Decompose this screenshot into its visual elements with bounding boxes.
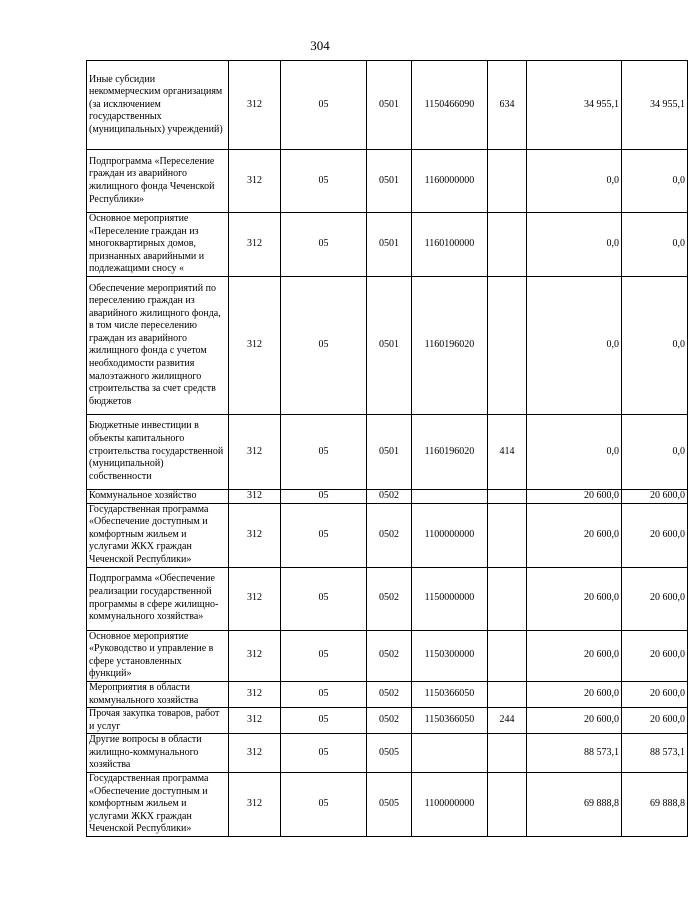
- table-row: [87, 61, 688, 150]
- subsection-code-cell: 0501: [367, 213, 412, 277]
- section-code-cell: 05: [281, 773, 367, 837]
- table-row: [87, 630, 688, 681]
- expense-type-cell: [488, 213, 527, 277]
- amount-cell: 20 600,0: [622, 503, 688, 567]
- row-name-cell: Обеспечение мероприятий по переселению граждан из аварийного жилищного фонда, в том числе переселению граждан из аварийного жилищного фонда с учетом необходимости развития малоэтажного жилищного строительства за счет средств бюджетов: [87, 276, 229, 414]
- table-row: [87, 213, 688, 277]
- amount-cell: 20 600,0: [527, 630, 622, 681]
- subsection-code-cell: 0501: [367, 150, 412, 213]
- subsection-code-cell: 0501: [367, 414, 412, 489]
- amount-cell: 0,0: [527, 213, 622, 277]
- amount-cell: 0,0: [622, 276, 688, 414]
- amount-cell: 20 600,0: [622, 489, 688, 503]
- amount-cell: 20 600,0: [527, 708, 622, 734]
- section-code-cell: 05: [281, 630, 367, 681]
- row-name-cell: Иные субсидии некоммерческим организациям (за исключением государственных (муниципальных) учреждений): [87, 61, 229, 150]
- section-code-cell: 05: [281, 150, 367, 213]
- target-article-cell: 1150300000: [412, 630, 488, 681]
- table-row: [87, 708, 688, 734]
- target-article-cell: 1150366050: [412, 681, 488, 707]
- row-name-cell: Основное мероприятие «Переселение граждан из многоквартирных домов, признанных аварийными и подлежащими сносу «: [87, 213, 229, 277]
- expense-type-cell: [488, 503, 527, 567]
- expense-type-cell: 414: [488, 414, 527, 489]
- ministry-code-cell: 312: [229, 61, 281, 150]
- target-article-cell: 1100000000: [412, 773, 488, 837]
- row-name-cell: Бюджетные инвестиции в объекты капитального строительства государственной (муниципальной) собственности: [87, 414, 229, 489]
- subsection-code-cell: 0502: [367, 630, 412, 681]
- ministry-code-cell: 312: [229, 503, 281, 567]
- expense-type-cell: [488, 681, 527, 707]
- target-article-cell: [412, 734, 488, 773]
- row-name-cell: Государственная программа «Обеспечение доступным и комфортным жильем и услугами ЖКХ граждан Чеченской Республики»: [87, 773, 229, 837]
- expense-type-cell: [488, 489, 527, 503]
- target-article-cell: 1150000000: [412, 567, 488, 630]
- section-code-cell: 05: [281, 681, 367, 707]
- table-row: [87, 414, 688, 489]
- amount-cell: 20 600,0: [527, 681, 622, 707]
- section-code-cell: 05: [281, 567, 367, 630]
- subsection-code-cell: 0502: [367, 567, 412, 630]
- section-code-cell: 05: [281, 61, 367, 150]
- table-row: [87, 150, 688, 213]
- amount-cell: 20 600,0: [622, 630, 688, 681]
- target-article-cell: 1160100000: [412, 213, 488, 277]
- amount-cell: 0,0: [527, 150, 622, 213]
- table-row: [87, 734, 688, 773]
- section-code-cell: 05: [281, 414, 367, 489]
- target-article-cell: 1160000000: [412, 150, 488, 213]
- ministry-code-cell: 312: [229, 150, 281, 213]
- table-row: [87, 773, 688, 837]
- ministry-code-cell: 312: [229, 734, 281, 773]
- amount-cell: 34 955,1: [622, 61, 688, 150]
- section-code-cell: 05: [281, 708, 367, 734]
- expense-type-cell: 634: [488, 61, 527, 150]
- row-name-cell: Коммунальное хозяйство: [87, 489, 229, 503]
- expense-type-cell: [488, 150, 527, 213]
- expense-type-cell: [488, 773, 527, 837]
- row-name-cell: Мероприятия в области коммунального хозяйства: [87, 681, 229, 707]
- section-code-cell: 05: [281, 734, 367, 773]
- row-name-cell: Подпрограмма «Переселение граждан из аварийного жилищного фонда Чеченской Республики»: [87, 150, 229, 213]
- amount-cell: 20 600,0: [622, 708, 688, 734]
- target-article-cell: [412, 489, 488, 503]
- ministry-code-cell: 312: [229, 630, 281, 681]
- amount-cell: 20 600,0: [622, 681, 688, 707]
- amount-cell: 88 573,1: [527, 734, 622, 773]
- subsection-code-cell: 0501: [367, 276, 412, 414]
- ministry-code-cell: 312: [229, 567, 281, 630]
- target-article-cell: 1150366050: [412, 708, 488, 734]
- amount-cell: 69 888,8: [527, 773, 622, 837]
- subsection-code-cell: 0502: [367, 681, 412, 707]
- subsection-code-cell: 0505: [367, 773, 412, 837]
- section-code-cell: 05: [281, 276, 367, 414]
- expense-type-cell: [488, 630, 527, 681]
- subsection-code-cell: 0502: [367, 503, 412, 567]
- amount-cell: 0,0: [527, 414, 622, 489]
- row-name-cell: Прочая закупка товаров, работ и услуг: [87, 708, 229, 734]
- amount-cell: 0,0: [527, 276, 622, 414]
- amount-cell: 20 600,0: [622, 567, 688, 630]
- target-article-cell: 1160196020: [412, 414, 488, 489]
- table-row: [87, 681, 688, 707]
- ministry-code-cell: 312: [229, 414, 281, 489]
- subsection-code-cell: 0502: [367, 708, 412, 734]
- page-number: 304: [310, 38, 330, 53]
- ministry-code-cell: 312: [229, 708, 281, 734]
- expense-type-cell: 244: [488, 708, 527, 734]
- expense-type-cell: [488, 734, 527, 773]
- ministry-code-cell: 312: [229, 489, 281, 503]
- table-row: [87, 567, 688, 630]
- subsection-code-cell: 0505: [367, 734, 412, 773]
- amount-cell: 0,0: [622, 213, 688, 277]
- ministry-code-cell: 312: [229, 213, 281, 277]
- subsection-code-cell: 0502: [367, 489, 412, 503]
- target-article-cell: 1160196020: [412, 276, 488, 414]
- amount-cell: 0,0: [622, 414, 688, 489]
- amount-cell: 88 573,1: [622, 734, 688, 773]
- amount-cell: 69 888,8: [622, 773, 688, 837]
- amount-cell: 20 600,0: [527, 567, 622, 630]
- row-name-cell: Основное мероприятие «Руководство и управление в сфере установленных функций»: [87, 630, 229, 681]
- amount-cell: 20 600,0: [527, 489, 622, 503]
- subsection-code-cell: 0501: [367, 61, 412, 150]
- row-name-cell: Другие вопросы в области жилищно-коммунального хозяйства: [87, 734, 229, 773]
- target-article-cell: 1100000000: [412, 503, 488, 567]
- row-name-cell: Государственная программа «Обеспечение доступным и комфортным жильем и услугами ЖКХ граждан Чеченской Республики»: [87, 503, 229, 567]
- amount-cell: 34 955,1: [527, 61, 622, 150]
- table-row: [87, 489, 688, 503]
- ministry-code-cell: 312: [229, 681, 281, 707]
- section-code-cell: 05: [281, 489, 367, 503]
- amount-cell: 0,0: [622, 150, 688, 213]
- amount-cell: 20 600,0: [527, 503, 622, 567]
- row-name-cell: Подпрограмма «Обеспечение реализации государственной программы в сфере жилищно-коммунального хозяйства»: [87, 567, 229, 630]
- ministry-code-cell: 312: [229, 773, 281, 837]
- expense-type-cell: [488, 567, 527, 630]
- section-code-cell: 05: [281, 213, 367, 277]
- section-code-cell: 05: [281, 503, 367, 567]
- target-article-cell: 1150466090: [412, 61, 488, 150]
- table-row: [87, 503, 688, 567]
- budget-table: [86, 60, 688, 837]
- expense-type-cell: [488, 276, 527, 414]
- table-row: [87, 276, 688, 414]
- ministry-code-cell: 312: [229, 276, 281, 414]
